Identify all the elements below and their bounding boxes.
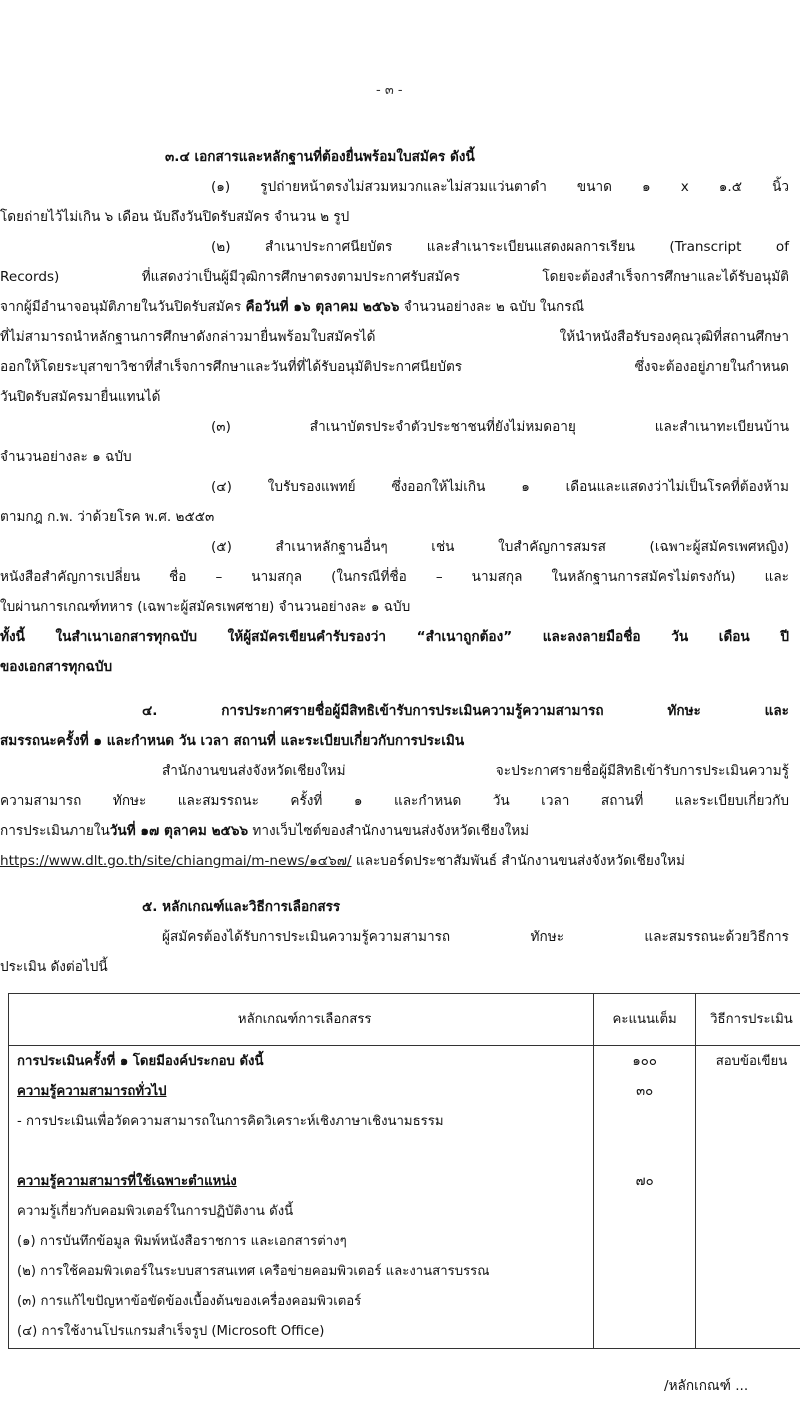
item-1-line-2: โดยถ่ายไว้ไม่เกิน ๖ เดือน นับถึงวันปิดรับสมัคร จำนวน ๒ รูป bbox=[0, 209, 350, 225]
method-cell bbox=[695, 1046, 800, 1349]
section-5-body-line-1: ผู้สมัครต้องได้รับการประเมินความรู้ความสามารถ ทักษะ และสมรรถนะด้วยวิธีการ bbox=[162, 929, 789, 945]
page-number: - ๓ - bbox=[376, 83, 403, 98]
list-item: (๑) การบันทึกข้อมูล พิมพ์หนังสือราชการ และเอกสารต่างๆ bbox=[17, 1234, 347, 1249]
specific-knowledge-intro: ความรู้เกี่ยวกับคอมพิวเตอร์ในการปฏิบัติงาน ดังนี้ bbox=[17, 1204, 294, 1219]
table-row bbox=[9, 1046, 800, 1349]
round-method: สอบข้อเขียน bbox=[715, 1054, 788, 1069]
item-2-line-5: ออกให้โดยระบุสาขาวิชาที่สำเร็จการศึกษาและวันที่ที่ได้รับอนุมัติประกาศนียบัตร ซึ่งจะต้องอยู่ภายในกำหนด bbox=[0, 359, 789, 375]
round-title: การประเมินครั้งที่ ๑ โดยมีองค์ประกอบ ดังนี้ bbox=[17, 1054, 264, 1069]
section-5-body-line-2: ประเมิน ดังต่อไปนี้ bbox=[0, 959, 108, 975]
section-4-body-line-2: ความสามารถ ทักษะ และสมรรถนะ ครั้งที่ ๑ และกำหนด วัน เวลา สถานที่ และระเบียบเกี่ยวกับ bbox=[0, 793, 789, 809]
general-knowledge-title: ความรู้ความสามารถทั่วไป bbox=[17, 1084, 167, 1099]
item-2-line-1: (๒) สำเนาประกาศนียบัตร และสำเนาระเบียนแสดงผลการเรียน (Transcript of bbox=[211, 239, 789, 255]
item-2-line-4: ที่ไม่สามารถนำหลักฐานการศึกษาดังกล่าวมายื่นพร้อมใบสมัครได้ ให้นำหนังสือรับรองคุณวุฒิที่สถานศึกษา bbox=[0, 329, 789, 345]
list-item: (๔) การใช้งานโปรแกรมสำเร็จรูป (Microsoft Office) bbox=[17, 1324, 325, 1339]
continuation-marker: /หลักเกณฑ์ ... bbox=[664, 1378, 749, 1394]
item-5-line-3: ใบผ่านการเกณฑ์ทหาร (เฉพาะผู้สมัครเพศชาย) จำนวนอย่างละ ๑ ฉบับ bbox=[0, 599, 411, 615]
item-3-line-2: จำนวนอย่างละ ๑ ฉบับ bbox=[0, 449, 132, 465]
section-5-heading: ๕. หลักเกณฑ์และวิธีการเลือกสรร bbox=[142, 899, 341, 915]
general-score: ๓๐ bbox=[636, 1084, 654, 1099]
section-4-body-line-1: สำนักงานขนส่งจังหวัดเชียงใหม่ จะประกาศรายชื่อผู้มีสิทธิเข้ารับการประเมินความรู้ bbox=[162, 763, 789, 779]
item-4-line-1: (๔) ใบรับรองแพทย์ ซึ่งออกให้ไม่เกิน ๑ เดือนและแสดงว่าไม่เป็นโรคที่ต้องห้าม bbox=[211, 479, 789, 495]
criteria-cell bbox=[9, 1046, 594, 1349]
item-2-line-2: Records) ที่แสดงว่าเป็นผู้มีวุฒิการศึกษาตรงตามประกาศรับสมัคร โดยจะต้องสำเร็จการศึกษาและได้รับอนุมัติ bbox=[0, 269, 789, 285]
table-header-row bbox=[9, 994, 800, 1046]
application-deadline: คือวันที่ ๑๖ ตุลาคม ๒๕๖๖ bbox=[245, 299, 400, 315]
list-item: (๓) การแก้ไขปัญหาข้อขัดข้องเบื้องต้นของเครื่องคอมพิวเตอร์ bbox=[17, 1294, 362, 1309]
certification-note-line-2: ของเอกสารทุกฉบับ bbox=[0, 659, 113, 675]
announcement-date: วันที่ ๑๗ ตุลาคม ๒๕๖๖ bbox=[109, 823, 249, 839]
item-5-line-2: หนังสือสำคัญการเปลี่ยน ชื่อ – นามสกุล (ในกรณีที่ชื่อ – นามสกุล ในหลักฐานการสมัครไม่ตรงกัน) และ bbox=[0, 569, 789, 585]
header-full-score: คะแนนเต็ม bbox=[594, 994, 696, 1046]
item-1-line-1: (๑) รูปถ่ายหน้าตรงไม่สวมหมวกและไม่สวมแว่นตาดำ ขนาด ๑ x ๑.๕ นิ้ว bbox=[211, 179, 789, 195]
list-item: (๒) การใช้คอมพิวเตอร์ในระบบสารสนเทศ เครือข่ายคอมพิวเตอร์ และงานสารบรรณ bbox=[17, 1264, 490, 1279]
spacer bbox=[17, 1137, 592, 1167]
section-3-4-heading: ๓.๔ เอกสารและหลักฐานที่ต้องยื่นพร้อมใบสมัคร ดังนี้ bbox=[165, 149, 475, 165]
item-2-line-3: จากผู้มีอำนาจอนุมัติภายในวันปิดรับสมัคร คือวันที่ ๑๖ ตุลาคม ๒๕๖๖ จำนวนอย่างละ ๒ ฉบับ ในกรณี bbox=[0, 299, 585, 315]
section-4-body-line-3: การประเมินภายในวันที่ ๑๗ ตุลาคม ๒๕๖๖ ทางเว็บไซต์ของสำนักงานขนส่งจังหวัดเชียงใหม่ bbox=[0, 823, 530, 839]
item-3-line-1: (๓) สำเนาบัตรประจำตัวประชาชนที่ยังไม่หมดอายุ และสำเนาทะเบียนบ้าน bbox=[211, 419, 789, 435]
item-2-line-6: วันปิดรับสมัครมายื่นแทนได้ bbox=[0, 389, 161, 405]
item-4-line-2: ตามกฎ ก.พ. ว่าด้วยโรค พ.ศ. ๒๕๕๓ bbox=[0, 509, 215, 525]
specific-score: ๗๐ bbox=[635, 1174, 654, 1189]
announcement-link[interactable]: https://www.dlt.go.th/site/chiangmai/m-news/๑๔๖๗/ bbox=[0, 853, 352, 869]
specific-knowledge-title: ความรู้ความสามารที่ใช้เฉพาะตำแหน่ง bbox=[17, 1174, 237, 1189]
certification-note-line-1: ทั้งนี้ ในสำเนาเอกสารทุกฉบับ ให้ผู้สมัครเขียนคำรับรองว่า “สำเนาถูกต้อง” และลงลายมือชื่อ วัน เดือน ปี bbox=[0, 629, 789, 645]
section-4-heading-line-2: สมรรถนะครั้งที่ ๑ และกำหนด วัน เวลา สถานที่ และระเบียบเกี่ยวกับการประเมิน bbox=[0, 733, 465, 749]
header-criteria: หลักเกณฑ์การเลือกสรร bbox=[9, 994, 594, 1046]
section-4-body-line-4: https://www.dlt.go.th/site/chiangmai/m-news/๑๔๖๗/ และบอร์ดประชาสัมพันธ์ สำนักงานขนส่งจังหวัดเชียงใหม่ bbox=[0, 853, 685, 869]
section-4-heading-line-1: ๔. การประกาศรายชื่อผู้มีสิทธิเข้ารับการประเมินความรู้ความสามารถ ทักษะ และ bbox=[142, 703, 789, 719]
header-method: วิธีการประเมิน bbox=[695, 994, 800, 1046]
score-cell bbox=[594, 1046, 696, 1349]
general-knowledge-item: - การประเมินเพื่อวัดความสามารถในการคิดวิเคราะห์เชิงภาษาเชิงนามธรรม bbox=[17, 1114, 444, 1129]
selection-criteria-table bbox=[8, 993, 800, 1349]
round-score: ๑๐๐ bbox=[632, 1054, 657, 1069]
item-5-line-1: (๕) สำเนาหลักฐานอื่นๆ เช่น ใบสำคัญการสมรส (เฉพาะผู้สมัครเพศหญิง) bbox=[211, 539, 789, 555]
